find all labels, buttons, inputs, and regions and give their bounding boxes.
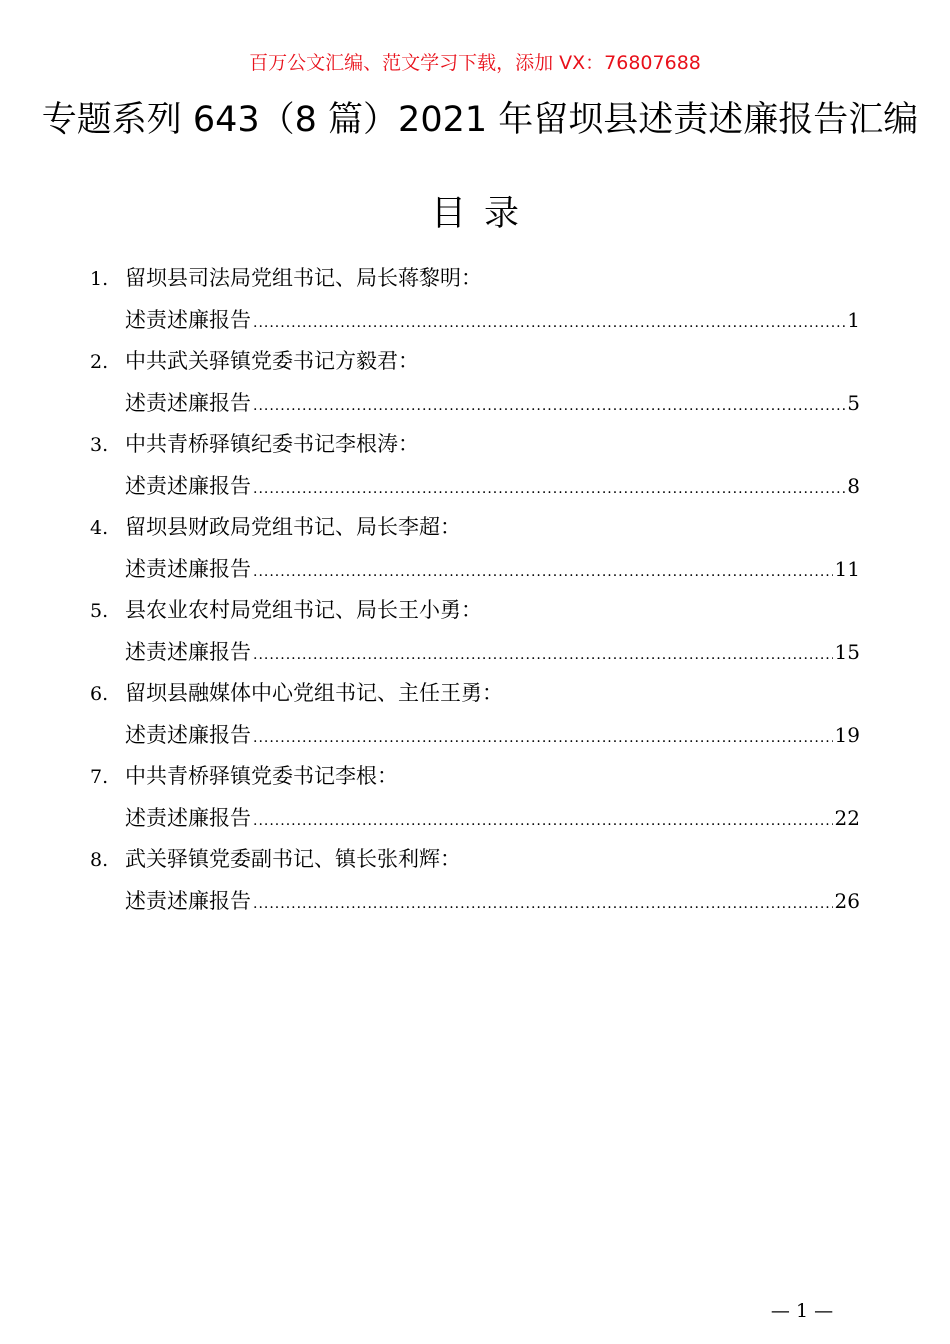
dot-leader [253, 468, 845, 510]
toc-entry-number: 3. [90, 434, 109, 456]
document-title: 专题系列 643（8 篇）2021 年留坝县述责述廉报告汇编 [41, 100, 919, 140]
toc-entry-label: 述责述廉报告 [125, 474, 251, 498]
toc-heading: 目录 [430, 194, 537, 234]
toc-entry[interactable] [90, 341, 860, 424]
toc-entry-number: 1. [90, 268, 109, 290]
toc-entry-number: 8. [90, 849, 109, 871]
toc-entry-page: 22 [834, 806, 860, 830]
toc-entry-heading: 留坝县融媒体中心党组书记、主任王勇： [125, 681, 503, 705]
toc-entry-number: 7. [90, 766, 109, 788]
toc-entry-page: 26 [834, 889, 860, 913]
toc-entry-number: 2. [90, 351, 109, 373]
toc-entry[interactable] [90, 258, 860, 341]
toc-entry-page: 1 [847, 308, 860, 332]
toc-entry-label: 述责述廉报告 [125, 391, 251, 415]
toc-entry-page: 5 [847, 391, 860, 415]
toc-entry-heading: 中共青桥驿镇纪委书记李根涛： [125, 432, 419, 456]
toc-entry-heading: 留坝县司法局党组书记、局长蒋黎明： [125, 266, 482, 290]
toc-entry-label: 述责述廉报告 [125, 889, 251, 913]
toc-entry-number: 4. [90, 517, 109, 539]
toc-entry-heading: 县农业农村局党组书记、局长王小勇： [125, 598, 482, 622]
dot-leader [253, 385, 845, 427]
toc-entry-page: 19 [834, 723, 860, 747]
dot-leader [253, 883, 833, 925]
toc-entry-heading: 武关驿镇党委副书记、镇长张利辉： [125, 847, 461, 871]
toc-entry-page: 8 [847, 474, 860, 498]
toc-entry-label: 述责述廉报告 [125, 723, 251, 747]
toc-entry-heading: 中共武关驿镇党委书记方毅君： [125, 349, 419, 373]
toc-entry-number: 5. [90, 600, 109, 622]
dot-leader [253, 717, 833, 759]
table-of-contents [90, 258, 860, 922]
toc-entry-label: 述责述廉报告 [125, 557, 251, 581]
toc-entry-page: 11 [834, 557, 860, 581]
toc-entry-page: 15 [834, 640, 860, 664]
toc-entry-label: 述责述廉报告 [125, 308, 251, 332]
toc-entry-label: 述责述廉报告 [125, 640, 251, 664]
toc-entry-number: 6. [90, 683, 109, 705]
toc-entry[interactable] [90, 424, 860, 507]
toc-entry-heading: 留坝县财政局党组书记、局长李超： [125, 515, 461, 539]
toc-entry-heading: 中共青桥驿镇党委书记李根： [125, 764, 398, 788]
toc-entry[interactable] [90, 756, 860, 839]
toc-entry[interactable] [90, 839, 860, 922]
toc-entry[interactable] [90, 507, 860, 590]
dot-leader [253, 302, 845, 344]
page-number: — 1 — [770, 1300, 834, 1322]
toc-entry[interactable] [90, 590, 860, 673]
dot-leader [253, 634, 833, 676]
watermark-banner: 百万公文汇编、范文学习下载，添加 VX：76807688 [249, 52, 701, 74]
dot-leader [253, 800, 833, 842]
toc-entry-label: 述责述廉报告 [125, 806, 251, 830]
dot-leader [253, 551, 833, 593]
toc-entry[interactable] [90, 673, 860, 756]
